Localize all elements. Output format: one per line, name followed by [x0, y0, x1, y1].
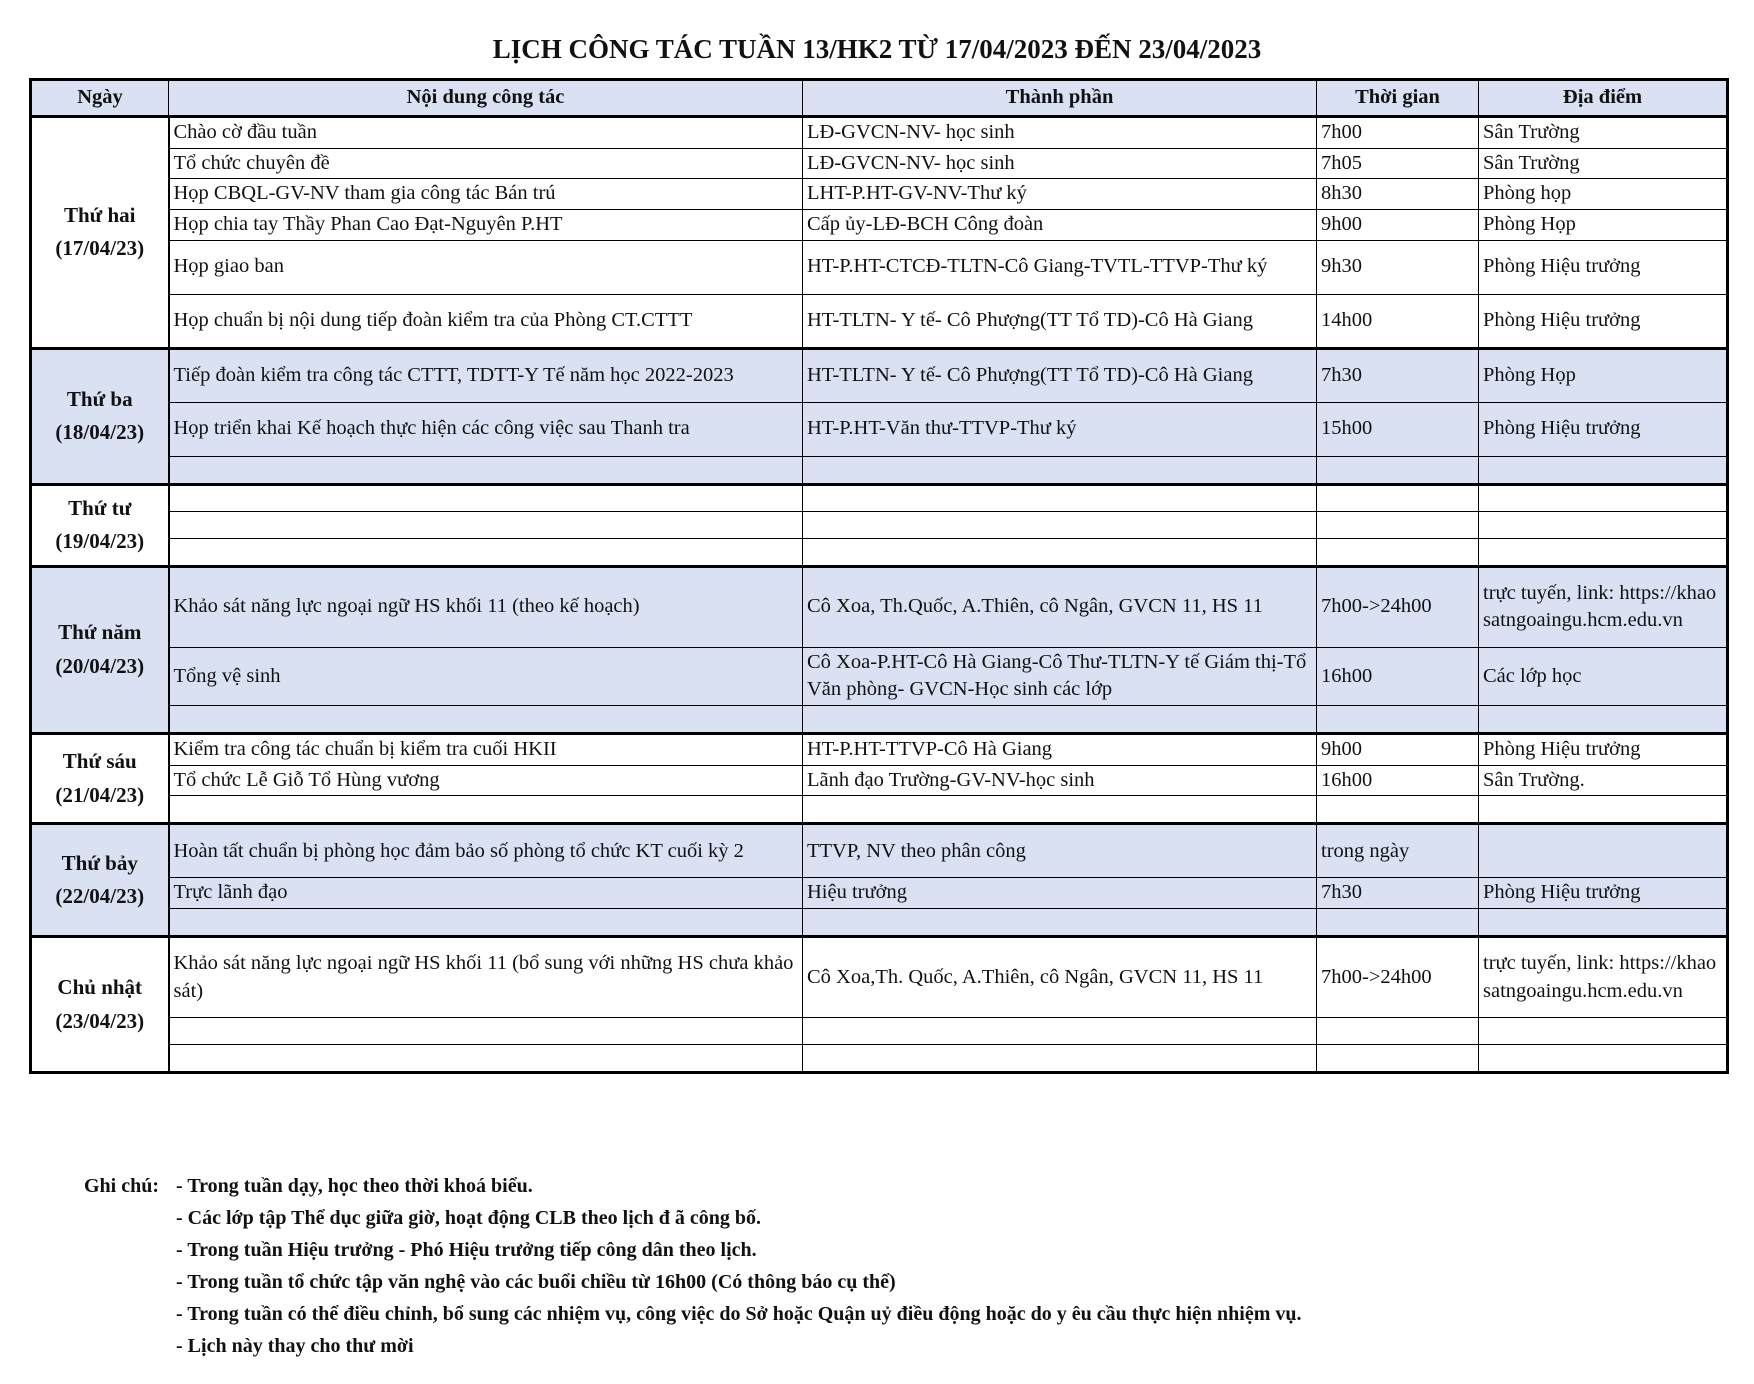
event-content-cell: Họp chia tay Thầy Phan Cao Đạt-Nguyên P.HT: [169, 210, 803, 241]
event-content-cell: Hoàn tất chuẩn bị phòng học đảm bảo số phòng tổ chức KT cuối kỳ 2: [169, 824, 803, 878]
event-content-cell: Chào cờ đầu tuần: [169, 117, 803, 149]
table-row: [31, 511, 1728, 538]
day-date: (22/04/23): [55, 884, 145, 909]
table-row: [31, 706, 1728, 734]
time-cell: 9h30: [1317, 240, 1479, 294]
time-cell: [1317, 796, 1479, 824]
participants-cell: HT-P.HT-Văn thư-TTVP-Thư ký: [803, 402, 1317, 456]
day-name: Thứ sáu: [62, 749, 137, 774]
table-row: [31, 538, 1728, 566]
table-row: [31, 1018, 1728, 1045]
day-name: Thứ năm: [58, 620, 142, 645]
time-cell: [1317, 1045, 1479, 1073]
time-cell: [1317, 1018, 1479, 1045]
day-cell: [31, 824, 169, 937]
column-header-content: Nội dung công tác: [169, 80, 803, 117]
time-cell: 16h00: [1317, 765, 1479, 796]
note-item: - Lịch này thay cho thư mời: [176, 1330, 1676, 1362]
participants-cell: [803, 706, 1317, 734]
event-content-cell: Tiếp đoàn kiểm tra công tác CTTT, TDTT-Y Tế năm học 2022-2023: [169, 348, 803, 402]
event-content-cell: [169, 456, 803, 484]
event-content-cell: [169, 796, 803, 824]
location-cell: Phòng Hiệu trưởng: [1479, 878, 1728, 909]
table-row: [31, 824, 1728, 878]
participants-cell: [803, 511, 1317, 538]
event-content-cell: Tổ chức Lễ Giỗ Tổ Hùng vương: [169, 765, 803, 796]
time-cell: 7h00->24h00: [1317, 566, 1479, 647]
participants-cell: [803, 1018, 1317, 1045]
day-name: Thứ tư: [68, 495, 132, 520]
table-header-row: [31, 80, 1728, 117]
event-content-cell: Tổng vệ sinh: [169, 647, 803, 705]
time-cell: 7h00->24h00: [1317, 937, 1479, 1018]
time-cell: [1317, 706, 1479, 734]
table-row: [31, 117, 1728, 149]
event-content-cell: [169, 1018, 803, 1045]
time-cell: [1317, 538, 1479, 566]
time-cell: 7h00: [1317, 117, 1479, 149]
day-cell: [31, 484, 169, 566]
location-cell: [1479, 824, 1728, 878]
event-content-cell: Họp giao ban: [169, 240, 803, 294]
table-row: [31, 348, 1728, 402]
participants-cell: [803, 484, 1317, 511]
location-cell: Phòng Hiệu trưởng: [1479, 734, 1728, 766]
table-row: [31, 210, 1728, 241]
location-cell: [1479, 484, 1728, 511]
participants-cell: [803, 909, 1317, 937]
event-content-cell: Trực lãnh đạo: [169, 878, 803, 909]
event-content-cell: Khảo sát năng lực ngoại ngữ HS khối 11 (theo kế hoạch): [169, 566, 803, 647]
note-item: - Các lớp tập Thể dục giữa giờ, hoạt động CLB theo lịch đ ã công bố.: [176, 1202, 1676, 1234]
event-content-cell: [169, 706, 803, 734]
location-cell: [1479, 456, 1728, 484]
table-row: [31, 148, 1728, 179]
event-content-cell: Kiểm tra công tác chuẩn bị kiểm tra cuối HKII: [169, 734, 803, 766]
table-row: [31, 796, 1728, 824]
event-content-cell: Họp triển khai Kế hoạch thực hiện các công việc sau Thanh tra: [169, 402, 803, 456]
time-cell: 7h05: [1317, 148, 1479, 179]
day-name: Thứ hai: [63, 202, 136, 227]
day-cell: [31, 566, 169, 733]
location-cell: [1479, 1045, 1728, 1073]
event-content-cell: Họp CBQL-GV-NV tham gia công tác Bán trú: [169, 179, 803, 210]
location-cell: trực tuyến, link: https://khaosatngoaingu.hcm.edu.vn: [1479, 566, 1728, 647]
location-cell: [1479, 511, 1728, 538]
participants-cell: [803, 796, 1317, 824]
time-cell: [1317, 909, 1479, 937]
location-cell: [1479, 796, 1728, 824]
participants-cell: [803, 1045, 1317, 1073]
event-content-cell: Tổ chức chuyên đề: [169, 148, 803, 179]
location-cell: [1479, 909, 1728, 937]
location-cell: Sân Trường: [1479, 148, 1728, 179]
day-cell: [31, 937, 169, 1073]
page-title: LỊCH CÔNG TÁC TUẦN 13/HK2 TỪ 17/04/2023 ĐẾN 23/04/2023: [492, 34, 1262, 64]
participants-cell: Cô Xoa,Th. Quốc, A.Thiên, cô Ngân, GVCN 11, HS 11: [803, 937, 1317, 1018]
table-row: [31, 765, 1728, 796]
time-cell: 9h00: [1317, 210, 1479, 241]
schedule-table: [29, 78, 1729, 1074]
location-cell: Phòng Họp: [1479, 210, 1728, 241]
column-header-participants: Thành phần: [803, 80, 1317, 117]
time-cell: 7h30: [1317, 348, 1479, 402]
column-header-time: Thời gian: [1317, 80, 1479, 117]
time-cell: 9h00: [1317, 734, 1479, 766]
notes-label: Ghi chú:: [84, 1175, 160, 1197]
event-content-cell: [169, 511, 803, 538]
time-cell: trong ngày: [1317, 824, 1479, 878]
table-row: [31, 179, 1728, 210]
day-date: (20/04/23): [55, 653, 145, 678]
day-name: Chủ nhật: [57, 974, 143, 999]
participants-cell: [803, 456, 1317, 484]
day-date: (19/04/23): [55, 529, 145, 554]
location-cell: [1479, 706, 1728, 734]
time-cell: [1317, 484, 1479, 511]
participants-cell: HT-P.HT-TTVP-Cô Hà Giang: [803, 734, 1317, 766]
time-cell: 14h00: [1317, 294, 1479, 348]
day-name: Thứ ba: [66, 386, 133, 411]
day-cell: [31, 348, 169, 484]
day-date: (18/04/23): [55, 420, 145, 445]
location-cell: [1479, 538, 1728, 566]
participants-cell: Lãnh đạo Trường-GV-NV-học sinh: [803, 765, 1317, 796]
time-cell: 15h00: [1317, 402, 1479, 456]
participants-cell: LHT-P.HT-GV-NV-Thư ký: [803, 179, 1317, 210]
table-row: [31, 456, 1728, 484]
participants-cell: HT-TLTN- Y tế- Cô Phượng(TT Tổ TD)-Cô Hà Giang: [803, 348, 1317, 402]
table-row: [31, 734, 1728, 766]
day-date: (21/04/23): [55, 782, 145, 807]
location-cell: Các lớp học: [1479, 647, 1728, 705]
time-cell: [1317, 456, 1479, 484]
note-item: - Trong tuần Hiệu trưởng - Phó Hiệu trưởng tiếp công dân theo lịch.: [176, 1234, 1676, 1266]
participants-cell: HT-TLTN- Y tế- Cô Phượng(TT Tổ TD)-Cô Hà Giang: [803, 294, 1317, 348]
time-cell: 16h00: [1317, 647, 1479, 705]
location-cell: Sân Trường.: [1479, 765, 1728, 796]
location-cell: Sân Trường: [1479, 117, 1728, 149]
table-row: [31, 484, 1728, 511]
table-row: [31, 566, 1728, 647]
note-item: - Trong tuần tổ chức tập văn nghệ vào các buổi chiều từ 16h00 (Có thông báo cụ thể): [176, 1266, 1676, 1298]
location-cell: Phòng Hiệu trưởng: [1479, 294, 1728, 348]
event-content-cell: [169, 484, 803, 511]
participants-cell: HT-P.HT-CTCĐ-TLTN-Cô Giang-TVTL-TTVP-Thư ký: [803, 240, 1317, 294]
location-cell: Phòng Hiệu trưởng: [1479, 402, 1728, 456]
note-item: - Trong tuần dạy, học theo thời khoá biểu.: [176, 1170, 1676, 1202]
event-content-cell: [169, 538, 803, 566]
participants-cell: Cấp ủy-LĐ-BCH Công đoàn: [803, 210, 1317, 241]
day-name: Thứ bảy: [61, 850, 138, 875]
location-cell: trực tuyến, link: https://khaosatngoaingu.hcm.edu.vn: [1479, 937, 1728, 1018]
participants-cell: LĐ-GVCN-NV- học sinh: [803, 117, 1317, 149]
event-content-cell: Họp chuẩn bị nội dung tiếp đoàn kiểm tra của Phòng CT.CTTT: [169, 294, 803, 348]
table-row: [31, 647, 1728, 705]
location-cell: [1479, 1018, 1728, 1045]
participants-cell: Hiệu trưởng: [803, 878, 1317, 909]
event-content-cell: [169, 1045, 803, 1073]
day-cell: [31, 117, 169, 349]
table-row: [31, 294, 1728, 348]
time-cell: 8h30: [1317, 179, 1479, 210]
participants-cell: Cô Xoa, Th.Quốc, A.Thiên, cô Ngân, GVCN 11, HS 11: [803, 566, 1317, 647]
participants-cell: LĐ-GVCN-NV- học sinh: [803, 148, 1317, 179]
schedule-body: [31, 117, 1728, 1073]
table-row: [31, 240, 1728, 294]
event-content-cell: [169, 909, 803, 937]
time-cell: 7h30: [1317, 878, 1479, 909]
column-header-day: Ngày: [31, 80, 169, 117]
table-row: [31, 402, 1728, 456]
location-cell: Phòng họp: [1479, 179, 1728, 210]
notes-list: [176, 1170, 1676, 1362]
participants-cell: Cô Xoa-P.HT-Cô Hà Giang-Cô Thư-TLTN-Y tế Giám thị-Tổ Văn phòng- GVCN-Học sinh các lớp: [803, 647, 1317, 705]
participants-cell: [803, 538, 1317, 566]
day-date: (23/04/23): [55, 1008, 145, 1033]
table-row: [31, 1045, 1728, 1073]
time-cell: [1317, 511, 1479, 538]
event-content-cell: Khảo sát năng lực ngoại ngữ HS khối 11 (bổ sung với những HS chưa khảo sát): [169, 937, 803, 1018]
table-row: [31, 937, 1728, 1018]
column-header-location: Địa điểm: [1479, 80, 1728, 117]
participants-cell: TTVP, NV theo phân công: [803, 824, 1317, 878]
day-date: (17/04/23): [55, 236, 145, 261]
location-cell: Phòng Họp: [1479, 348, 1728, 402]
note-item: - Trong tuần có thể điều chỉnh, bổ sung các nhiệm vụ, công việc do Sở hoặc Quận uỷ điều động hoặc do y êu cầu thực hiện nhiệm vụ.: [176, 1298, 1676, 1330]
day-cell: [31, 734, 169, 824]
table-row: [31, 909, 1728, 937]
location-cell: Phòng Hiệu trưởng: [1479, 240, 1728, 294]
table-row: [31, 878, 1728, 909]
